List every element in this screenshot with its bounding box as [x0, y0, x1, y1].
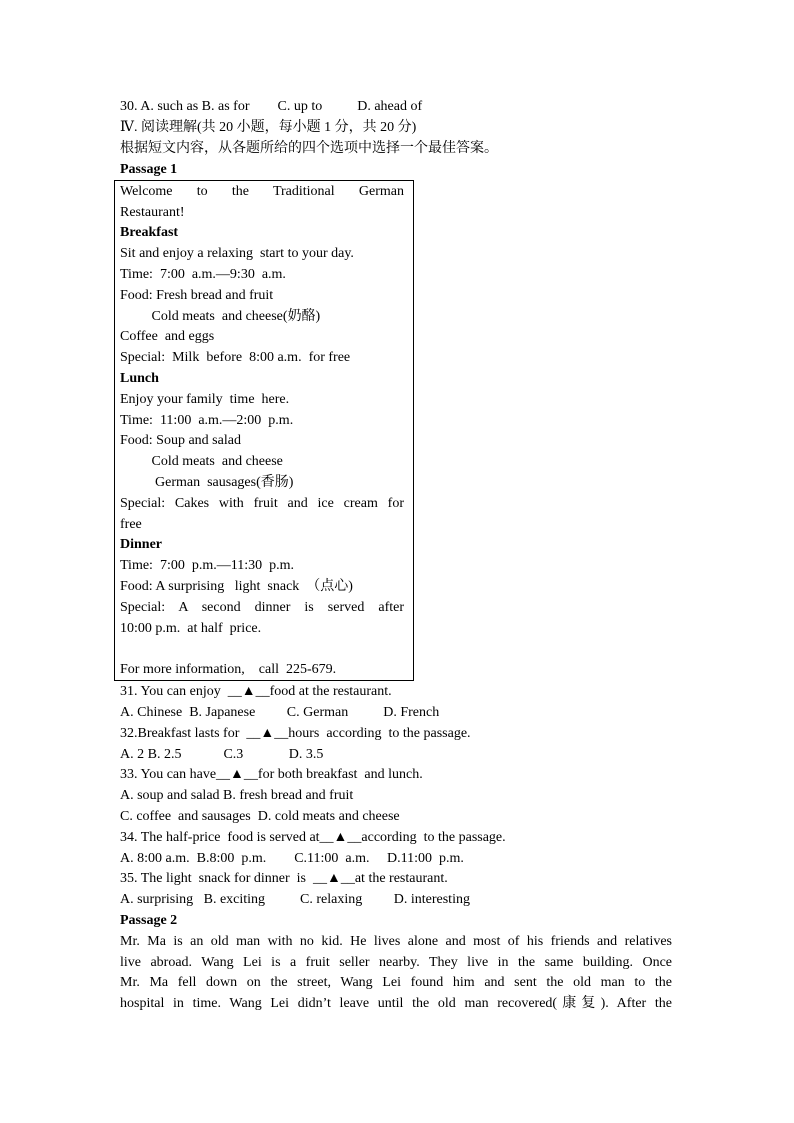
- menu-welcome-line2: Restaurant!: [120, 205, 185, 220]
- question-32-options: A. 2 B. 2.5 C.3 D. 3.5: [120, 747, 324, 762]
- menu-dinner-special2: 10:00 p.m. at half price.: [120, 621, 262, 636]
- menu-lunch-title: Lunch: [120, 371, 159, 386]
- menu-welcome-line1: Welcome to the Traditional German: [120, 184, 404, 199]
- menu-dinner-special1: Special: A second dinner is served after: [120, 600, 404, 615]
- question-33-options-ab: A. soup and salad B. fresh bread and fruit: [120, 788, 354, 803]
- question-35-options: A. surprising B. exciting C. relaxing D. interesting: [120, 892, 470, 907]
- menu-dinner-title: Dinner: [120, 537, 162, 552]
- menu-breakfast-food2: Cold meats and cheese(奶酪): [120, 309, 321, 324]
- menu-lunch-special2: free: [120, 517, 142, 532]
- menu-breakfast-food1: Food: Fresh bread and fruit: [120, 288, 274, 303]
- passage2-line: live abroad. Wang Lei is a fruit seller nearby. They live in the same building. Once: [120, 954, 672, 970]
- menu-breakfast-food3: Coffee and eggs: [120, 329, 215, 344]
- menu-lunch-special1: Special: Cakes with fruit and ice cream for: [120, 496, 404, 511]
- question-33-options-cd: C. coffee and sausages D. cold meats and cheese: [120, 809, 400, 824]
- passage2-line: Mr. Ma is an old man with no kid. He lives alone and most of his friends and relatives: [120, 934, 672, 949]
- menu-dinner-time: Time: 7:00 p.m.—11:30 p.m.: [120, 558, 294, 573]
- menu-lunch-food2: Cold meats and cheese: [120, 454, 283, 469]
- question-34-stem: 34. The half-price food is served at__▲__according to the passage.: [120, 830, 506, 845]
- passage2-title: Passage 2: [120, 913, 178, 928]
- section-header: Ⅳ. 阅读理解(共 20 小题，每小题 1 分，共 20 分): [120, 120, 417, 135]
- passage1-title: Passage 1: [120, 162, 178, 177]
- menu-breakfast-special: Special: Milk before 8:00 a.m. for free: [120, 350, 351, 365]
- menu-lunch-intro: Enjoy your family time here.: [120, 392, 290, 407]
- menu-dinner-food: Food: A surprising light snack （点心): [120, 579, 353, 594]
- menu-breakfast-intro: Sit and enjoy a relaxing start to your day.: [120, 246, 354, 261]
- menu-lunch-food3: German sausages(香肠): [120, 475, 294, 490]
- question-34-options: A. 8:00 a.m. B.8:00 p.m. C.11:00 a.m. D.11:00 p.m.: [120, 851, 464, 866]
- question-31-options: A. Chinese B. Japanese C. German D. French: [120, 705, 440, 720]
- passage2-line: Mr. Ma fell down on the street, Wang Lei found him and sent the old man to the: [120, 975, 672, 991]
- passage2-line: hospital in time. Wang Lei didn’t leave until the old man recovered(康复). After the: [120, 996, 672, 1012]
- question-33-stem: 33. You can have__▲__for both breakfast and lunch.: [120, 767, 423, 782]
- menu-breakfast-time: Time: 7:00 a.m.—9:30 a.m.: [120, 267, 286, 282]
- question-35-stem: 35. The light snack for dinner is __▲__at the restaurant.: [120, 871, 448, 886]
- question-31-stem: 31. You can enjoy __▲__food at the restaurant.: [120, 684, 392, 699]
- menu-lunch-time: Time: 11:00 a.m.—2:00 p.m.: [120, 413, 294, 428]
- menu-contact: For more information, call 225-679.: [120, 662, 337, 677]
- menu-breakfast-title: Breakfast: [120, 225, 179, 240]
- passage2-body: [120, 932, 672, 1015]
- question-30: 30. A. such as B. as for C. up to D. ahead of: [120, 99, 423, 114]
- question-32-stem: 32.Breakfast lasts for __▲__hours according to the passage.: [120, 726, 471, 741]
- menu-lunch-food1: Food: Soup and salad: [120, 433, 241, 448]
- instructions: 根据短文内容，从各题所给的四个选项中选择一个最佳答案。: [120, 141, 498, 156]
